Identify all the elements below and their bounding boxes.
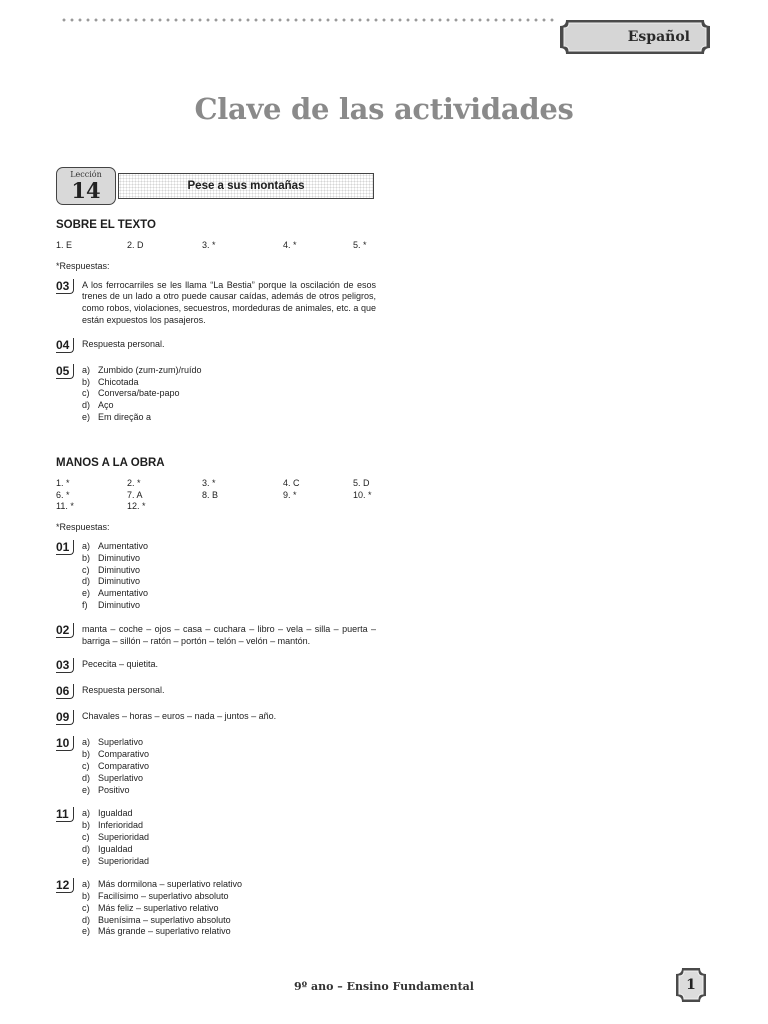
option (82, 820, 376, 832)
option-text: Superlativo (98, 737, 144, 748)
answer: 11. * (56, 501, 74, 512)
option-text: Igualdad (98, 808, 133, 819)
subject-label (558, 18, 712, 56)
footer-text: 9º ano – Ensino Fundamental (294, 980, 474, 993)
option-text: Facilísimo – superlativo absoluto (98, 891, 229, 902)
answer: 10. * (353, 489, 372, 500)
option-text: Inferioridad (98, 820, 144, 831)
lesson-badge (56, 167, 116, 205)
option-letter: e) (82, 784, 91, 795)
answer-item-01 (56, 541, 376, 612)
option-letter: c) (82, 388, 90, 399)
option (82, 588, 376, 600)
lesson-title: Pese a sus montañas (118, 173, 374, 199)
answer: 4. * (283, 240, 297, 250)
option-text: Comparativo (98, 760, 150, 771)
option-text: Em direção a (98, 411, 152, 422)
option (82, 400, 376, 412)
item-number: 02 (56, 623, 74, 638)
option-letter: a) (82, 540, 91, 551)
section-title-sobre: SOBRE EL TEXTO (56, 219, 156, 231)
option (82, 600, 376, 612)
option-text: Positivo (98, 784, 130, 795)
options-list (82, 541, 376, 612)
option-letter: c) (82, 902, 90, 913)
answer: 7. A (127, 489, 143, 500)
lesson-number: 14 (71, 178, 101, 203)
option-letter: a) (82, 364, 91, 375)
item-text: A los ferrocarriles se les llama “La Bestia” porque la oscilación de esos trenes de un lado a otro puede causar caídas, además de otros peligros, como robos, violaciones, secuestros, mordeduras de animales, etc. a que están expuestos los pasajeros. (82, 279, 376, 325)
option-text: Más dormilona – superlativo relativo (98, 879, 243, 890)
option-letter: e) (82, 411, 91, 422)
option-text: Más feliz – superlativo relativo (98, 902, 219, 913)
option-text: Aço (98, 400, 114, 411)
item-text: Respuesta personal. (82, 338, 165, 349)
option (82, 749, 376, 761)
options-list (82, 365, 376, 424)
option (82, 737, 376, 749)
option-text: Buenísima – superlativo absoluto (98, 914, 231, 925)
page-number (672, 966, 710, 1004)
answer: 8. B (202, 489, 219, 500)
option (82, 388, 376, 400)
item-number: 06 (56, 684, 74, 699)
option (82, 761, 376, 773)
decorative-dotted-line (60, 18, 558, 22)
option-letter: a) (82, 808, 91, 819)
lesson-header (56, 165, 376, 205)
option-letter: b) (82, 376, 91, 387)
answer: 5. * (353, 240, 367, 250)
option-letter: b) (82, 820, 91, 831)
option-letter: e) (82, 855, 91, 866)
option (82, 565, 376, 577)
option (82, 903, 376, 915)
option (82, 832, 376, 844)
option (82, 541, 376, 553)
option-text: Comparativo (98, 749, 150, 760)
answer: 12. * (127, 501, 146, 512)
option-letter: d) (82, 772, 91, 783)
option-letter: c) (82, 831, 90, 842)
responses-note: *Respuestas: (56, 522, 110, 533)
option (82, 926, 376, 938)
option (82, 915, 376, 927)
option-letter: d) (82, 843, 91, 854)
answers-grid-manos (56, 478, 376, 513)
answer: 6. * (56, 489, 70, 500)
item-number: 01 (56, 540, 74, 555)
option-letter: d) (82, 914, 91, 925)
option-text: Superlativo (98, 772, 144, 783)
subject-text: Español (627, 29, 690, 45)
answer-item-09 (56, 711, 376, 725)
option-letter: a) (82, 879, 91, 890)
option-letter: d) (82, 400, 91, 411)
section-title-manos: MANOS A LA OBRA (56, 456, 165, 469)
option-text: Diminutivo (98, 552, 141, 563)
item-text: Chavales – horas – euros – nada – juntos – año. (82, 711, 277, 722)
option-letter: e) (82, 926, 91, 937)
option (82, 773, 376, 785)
option (82, 856, 376, 868)
option-letter: c) (82, 564, 90, 575)
option (82, 365, 376, 377)
option-letter: e) (82, 588, 91, 599)
answers-grid-sobre (56, 240, 376, 252)
answer-item-05 (56, 365, 376, 424)
option (82, 412, 376, 424)
item-number: 03 (56, 279, 74, 294)
options-list (82, 879, 376, 938)
item-number: 10 (56, 736, 74, 751)
option (82, 891, 376, 903)
option-text: Diminutivo (98, 576, 141, 587)
item-text: Respuesta personal. (82, 685, 165, 696)
lesson-label: Lección (70, 170, 102, 179)
option (82, 576, 376, 588)
answer-item-12 (56, 879, 376, 938)
answer-key-content (56, 218, 376, 950)
answer: 1. E (56, 240, 73, 250)
page-number-text: 1 (686, 977, 696, 993)
answer-item-10 (56, 737, 376, 796)
answer: 5. D (353, 477, 370, 488)
option-text: Conversa/bate-papo (98, 388, 180, 399)
option-text: Zumbido (zum-zum)/ruído (98, 364, 202, 375)
option (82, 879, 376, 891)
item-number: 03 (56, 658, 74, 673)
page-title: Clave de las actividades (194, 92, 574, 126)
answer: 3. * (202, 240, 216, 250)
answer: 9. * (283, 489, 297, 500)
option (82, 808, 376, 820)
option-text: Diminutivo (98, 564, 141, 575)
answer-item-04 (56, 339, 376, 353)
item-number: 11 (56, 807, 74, 822)
option-letter: b) (82, 749, 91, 760)
option-text: Chicotada (98, 376, 139, 387)
answer-item-11 (56, 808, 376, 867)
item-number: 05 (56, 364, 74, 379)
option-letter: a) (82, 737, 91, 748)
answer: 2. * (127, 477, 141, 488)
option-text: Aumentativo (98, 540, 149, 551)
answer-item-03b (56, 659, 376, 673)
answer: 2. D (127, 240, 144, 250)
option-text: Superioridad (98, 831, 150, 842)
option-letter: b) (82, 552, 91, 563)
option (82, 844, 376, 856)
option-letter: f) (82, 599, 88, 610)
answer: 4. C (283, 477, 300, 488)
answer: 3. * (202, 477, 216, 488)
option (82, 553, 376, 565)
item-number: 09 (56, 710, 74, 725)
option (82, 377, 376, 389)
item-text: Pececita – quietita. (82, 659, 159, 670)
answer-item-03 (56, 280, 376, 327)
item-number: 04 (56, 338, 74, 353)
option-text: Aumentativo (98, 588, 149, 599)
option-letter: c) (82, 760, 90, 771)
option-letter: d) (82, 576, 91, 587)
option (82, 785, 376, 797)
option-text: Superioridad (98, 855, 150, 866)
option-text: Más grande – superlativo relativo (98, 926, 231, 937)
options-list (82, 808, 376, 867)
answer-item-06 (56, 685, 376, 699)
options-list (82, 737, 376, 796)
answer: 1. * (56, 477, 70, 488)
responses-note: *Respuestas: (56, 260, 110, 271)
option-text: Diminutivo (98, 599, 141, 610)
answer-item-02 (56, 624, 376, 648)
item-text: manta – coche – ojos – casa – cuchara – libro – vela – silla – puerta – barriga – sillón – ratón – portón – telón – velón – mantón. (82, 623, 376, 646)
option-text: Igualdad (98, 843, 133, 854)
item-number: 12 (56, 878, 74, 893)
option-letter: b) (82, 891, 91, 902)
